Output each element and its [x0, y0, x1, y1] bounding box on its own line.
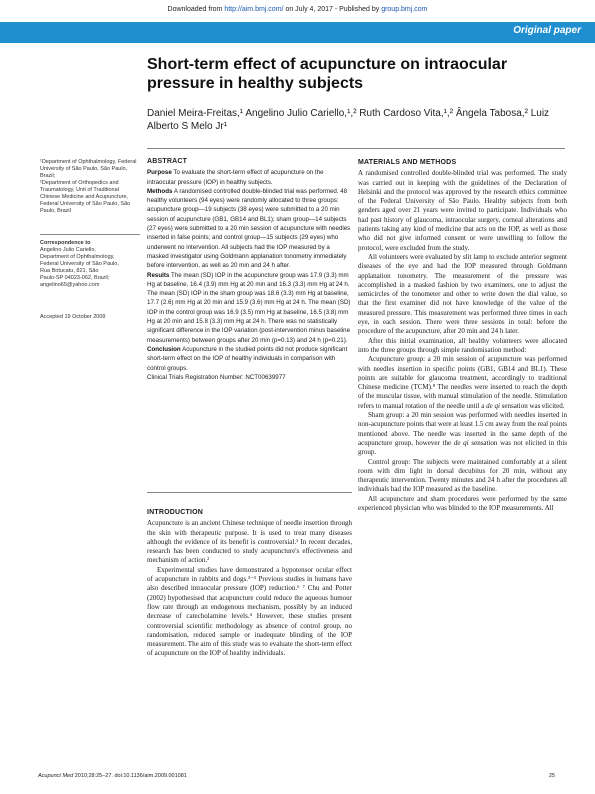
download-banner: [0, 6, 595, 13]
acupuncture-group-text: Acupuncture group: a 20 min session of acupuncture was performed with needles insertion in specific points (GB1, GB14 and BL1). These points are suitable for glaucoma treatment, accordingly to traditional Chinese medicine (TCM).⁸ The needles were inserted to reach the depth of the muscular tissue, with manual stimulation of the needle. Stimulation refers to manual rotation of the needle until a: [358, 355, 567, 410]
sham-group-end: sensation was not elicited in this group.: [358, 438, 568, 457]
conclusion-text: Acupuncture in the studied points did not produce significant short-term effect on the IOP of healthy individuals in comparison with control groups.: [147, 345, 348, 372]
methods-paragraph: After this initial examination, all healthy volunteers were allocated into the three groups through simple randomisation method:: [358, 336, 567, 354]
results-text: The mean (SD) IOP in the acupuncture group was 17.9 (3.3) mm Hg at baseline, 16.4 (3.9) mm Hg at 20 min and 16.3 (3.3) mm Hg at 24 h. The mean (SD) IOP in the sham group was 18.6 (3.3) mm Hg at baseline, 17.7 (2.6) mm Hg at 20 min and 15.9 (3.6) mm Hg at 24 h. The mean (SD) IOP in the control group was 16.9 (3.5) mm Hg at baseline, 16.5 (3.8) mm Hg at 20 min and 15.8 (3.3) mm Hg at 24 h. There was no statistically significant difference in the IOP variation (post-intervention minus baseline measurements) between groups after 20 min (p=0.13) and 24 h (p=0.21).: [147, 271, 351, 344]
methods-paragraph: All volunteers were evaluated by slit lamp to exclude anterior segment diseases of the eye and had the IOP measured through Goldmann applanation tonometry. The measurement of the pressure was accomplished in a masked fashion by two examiners, one to adjust the semicircles of the tonometer and other to write down the dial value, so that the first examiner did not have knowledge of the value of the measured pressure. This measurement was performed three times in each eye, in each session. There were three sessions in total: before the procedure of the acupuncture, after 20 min and 24 h later.: [358, 252, 567, 336]
section-bar: [0, 22, 595, 43]
abstract-purpose: [147, 168, 352, 187]
de-qi-term: de qi: [453, 438, 469, 447]
title-divider: [147, 148, 565, 149]
sham-group-paragraph: [358, 411, 567, 457]
affiliations: [40, 159, 140, 215]
introduction-heading: INTRODUCTION: [147, 509, 204, 516]
methods-text: A randomised controlled double-blinded trial was performed. 48 healthy volunteers (94 eyes) were randomly allocated to three groups: acupuncture group—19 subjects (38 eyes) were submitted to a 20 min session of acupuncture (GB1, GB14 and BL1); sham group—14 subjects (27 eyes) were submitted to a 20 min session of acupuncture with needles inserted in false points; and control group—15 subjects (29 eyes) who underwent no intervention. All subjects had the IOP measured by a masked investigator using Goldmann applanation tonometry immediately before intervention, as well as 20 min and 24 h after.: [147, 187, 351, 270]
download-middle: on July 4, 2017 - Published by: [285, 6, 380, 13]
abstract-heading: ABSTRACT: [147, 158, 188, 165]
correspondence-line: Paulo-SP 04023-062, Brazil;: [40, 275, 110, 281]
acupuncture-group-end: sensation was elicited.: [501, 401, 565, 410]
abstract-methods: [147, 187, 352, 271]
methods-paragraph: A randomised controlled double-blinded trial was performed. The study was carried out in keeping with the guidelines of the Declaration of Helsinki and the protocol was approved by the research ethics committee of the Federal University of São Paulo. Healthy subjects from both genders aged over 21 years were invited to participate. Individuals who had past history of glaucoma, intraocular surgery, corneal alterations and patients taking any kind of medicine that acts on the IOP, as well as those who did not give informed consent or were unwilling to follow the protocol, were excluded from the study.: [358, 169, 567, 252]
abstract: [147, 157, 352, 382]
de-qi-term: de qi: [486, 401, 500, 410]
results-label: Results: [147, 271, 170, 279]
methods-paragraph: All acupuncture and sham procedures were performed by the same experienced physician who was blinded to the IOP measurements. All: [358, 494, 567, 512]
publisher-link[interactable]: group.bmj.com: [381, 6, 428, 13]
correspondence-line: Department of Ophthalmology,: [40, 254, 115, 260]
author-list: Daniel Meira-Freitas,¹ Angelino Julio Cariello,¹,² Ruth Cardoso Vita,¹,² Ângela Tabosa,² Luiz Alberto S Melo Jr¹: [147, 108, 550, 132]
purpose-label: Purpose: [147, 169, 172, 177]
correspondence-heading: Correspondence to: [40, 240, 91, 246]
correspondence-line: Federal University of São Paulo,: [40, 261, 119, 267]
correspondence-line: Rua Botucatu, 821, São: [40, 268, 99, 274]
conclusion-label: Conclusion: [147, 345, 181, 353]
journal-url-link[interactable]: http://aim.bmj.com/: [224, 6, 284, 13]
introduction-section: [147, 508, 352, 659]
acupuncture-group-paragraph: [358, 355, 567, 411]
abstract-results: [147, 271, 352, 345]
trial-registration: Clinical Trials Registration Number: NCT00639977: [147, 373, 286, 381]
accepted-date: Accepted 19 October 2009: [40, 314, 106, 320]
correspondence: [40, 240, 140, 289]
page-footer: [0, 773, 595, 783]
section-label: Original paper: [513, 25, 581, 36]
correspondence-line: Angelino Julio Cariello,: [40, 247, 96, 253]
control-group-paragraph: Control group: The subjects were maintained comfortably at a silent room with dim light in dorsal decubitus for 20 min, without any therapeutic intervention. Twenty minutes and 24 h after the procedures all individuals had the IOP measured as the baseline.: [358, 457, 567, 494]
sidebar-divider: [40, 234, 140, 235]
footer-citation: [38, 773, 187, 779]
intro-paragraph: Acupuncture is an ancient Chinese technique of needle insertion through the skin with therapeutic purpose. It is used to treat many diseases although the evidence of its benefit is controversial.¹ In recent decades, research has been conducted to study acupuncture's effectiveness and mechanism of action.²: [147, 519, 352, 565]
abstract-conclusion: [147, 345, 352, 373]
affiliation-2: ²Department of Orthopedics and Traumatology, Unit of Traditional Chinese Medicine and Acupuncture, Federal University of São Paulo, São Paulo, Brazil: [40, 180, 131, 214]
journal-name: Acupunct Med: [38, 773, 74, 779]
methods-label: Methods: [147, 187, 173, 195]
sham-group-text: Sham group: a 20 min session was performed with needles inserted in non-acupuncture points that were at least 1.5 cm away from the real points mentioned above. The needle was inserted in the same depth of the acupuncture group, however the: [358, 411, 567, 447]
page-number: 25: [548, 773, 555, 779]
affiliation-1: ¹Department of Ophthalmology, Federal University of São Paulo, São Paulo, Brazil;: [40, 159, 137, 179]
methods-section: [358, 158, 567, 513]
correspondence-email-link[interactable]: angelino65@yahoo.com: [40, 282, 100, 288]
methods-heading: MATERIALS AND METHODS: [358, 159, 457, 166]
intro-paragraph: Experimental studies have demonstrated a hypotensor ocular effect of acupuncture in rabbits and dogs.³⁻⁵ Previous studies in humans have also described intraocular pressure (IOP) reduction.⁶ ⁷ Chu and Potter (2002) hypothesised that acupuncture could reduce the aqueous humour flow rate through an endogenous mechanism, possibly by an induced decrease of catecholamine levels.⁴ However, these studies present controversial scientific methodology as absence of control group, no randomisation, reduced sample or inadequate blinding of the IOP measurement. The aim of this study was to evaluate the short-term effect of acupuncture on the IOP of healthy individuals.: [147, 565, 352, 658]
citation-text: 2010;28:25–27. doi:10.1136/aim.2009.001081: [74, 773, 187, 779]
article-title: Short-term effect of acupuncture on intraocular pressure in healthy subjects: [147, 56, 508, 92]
abstract-divider: [147, 492, 352, 493]
purpose-text: To evaluate the short-term effect of acupuncture on the intraocular pressure (IOP) in healthy subjects.: [147, 169, 324, 186]
download-prefix: Downloaded from: [167, 6, 223, 13]
